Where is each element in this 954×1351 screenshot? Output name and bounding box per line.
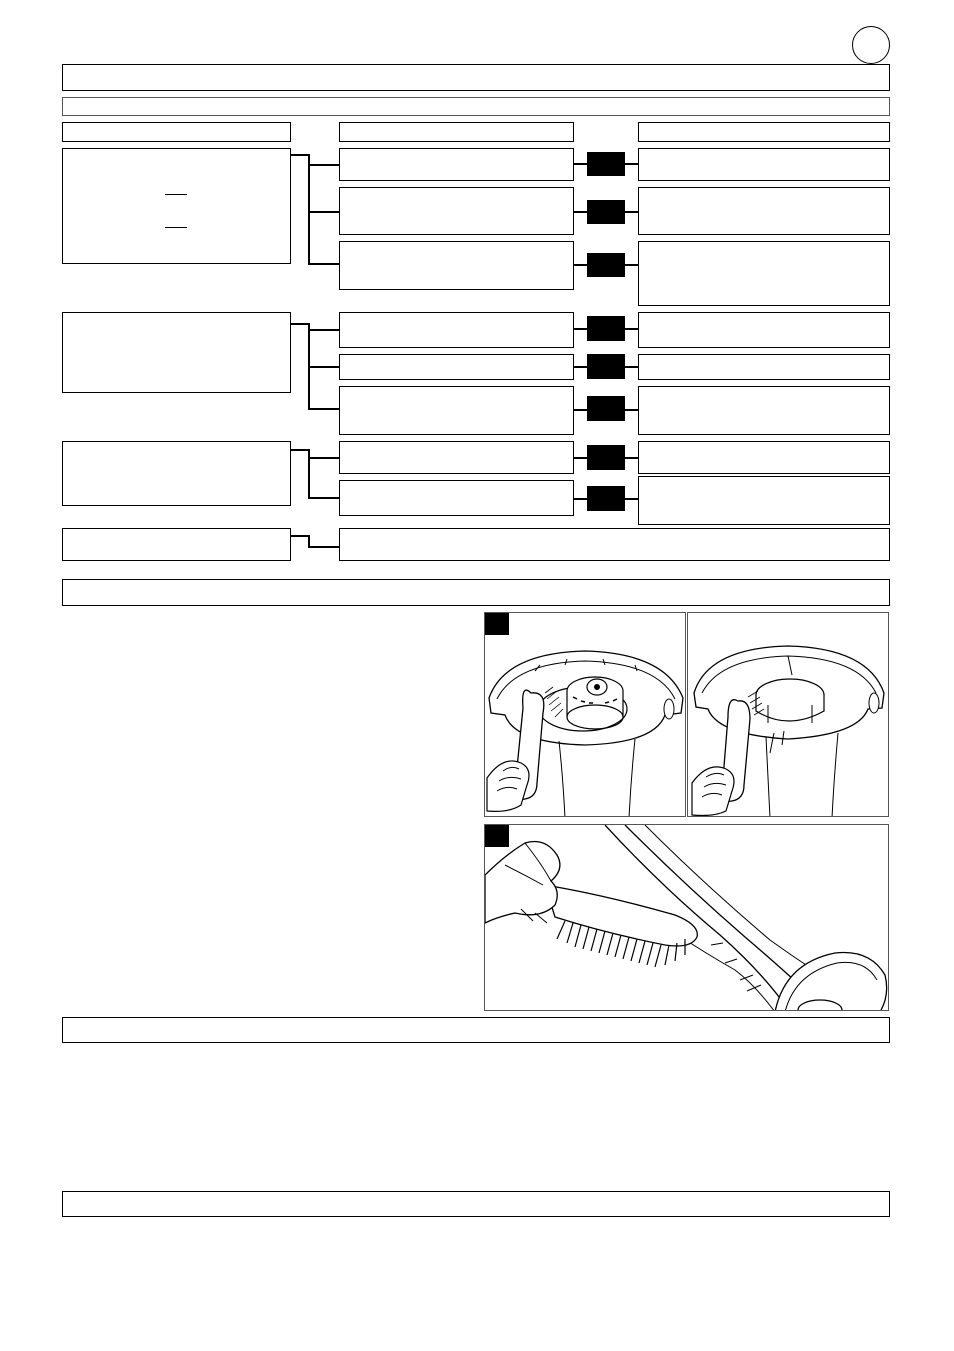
remedy-box-1-3 [638,241,890,306]
cause-box-2-2 [339,354,574,380]
bracket-line [308,408,339,410]
bracket-line [291,449,309,451]
cleaning-body-text [62,614,462,1010]
figure-spool-head-right [687,612,889,817]
problem-box-2 [62,312,291,393]
cause-box-1-1 [339,148,574,181]
reference-badge [587,253,625,277]
remedy-box-1-1 [638,148,890,181]
cleaning-heading-bar [62,579,890,606]
problem-box-1 [62,148,291,264]
column-header-remedy [638,122,890,142]
column-header-problem [62,122,291,142]
reference-badge [587,486,625,511]
reference-badge [587,152,625,176]
cause-box-4-wide [339,528,890,561]
section-three-heading-bar [62,1191,890,1217]
section-two-body-text [62,1050,890,1180]
remedy-box-1-2 [638,187,890,235]
section-three-body-text [62,1224,890,1324]
spool-cover-cleaning-illustration [688,613,889,817]
bracket-line [308,211,339,213]
bracket-line [308,154,310,264]
cause-box-3-1 [339,441,574,474]
bracket-line [308,457,339,459]
column-header-cause [339,122,574,142]
cause-box-2-1 [339,312,574,348]
bracket-line [308,546,339,548]
underline-mark [165,227,187,228]
cause-box-1-2 [339,187,574,235]
reference-badge [587,354,625,379]
guard-brush-cleaning-illustration [485,825,889,1011]
cause-box-3-2 [339,480,574,516]
bracket-line [308,329,339,331]
underline-mark [165,194,187,195]
reference-badge [587,396,625,421]
problem-box-4 [62,528,291,561]
remedy-box-2-1 [638,312,890,348]
problem-box-3 [62,441,291,506]
reference-badge [587,200,625,224]
section-two-heading-bar [62,1017,890,1043]
bracket-line [291,154,309,156]
bracket-line [308,164,339,166]
bracket-line [308,366,339,368]
remedy-box-3-1 [638,441,890,474]
bracket-line [291,323,309,325]
reference-badge [587,445,625,470]
bracket-line [291,535,309,537]
remedy-box-3-2 [638,476,890,525]
remedy-box-2-2 [638,354,890,380]
reference-badge [587,316,625,341]
cause-box-1-3 [339,241,574,290]
cause-box-2-3 [339,386,574,435]
page-number-badge [852,26,890,64]
subtitle-bar [62,97,890,116]
spool-head-cleaning-illustration [485,613,686,817]
bracket-line [308,263,339,265]
remedy-box-2-3 [638,386,890,435]
figure-guard-brush [484,824,889,1011]
bracket-line [308,497,339,499]
figure-spool-head-left [484,612,686,817]
section-title-bar [62,64,890,91]
